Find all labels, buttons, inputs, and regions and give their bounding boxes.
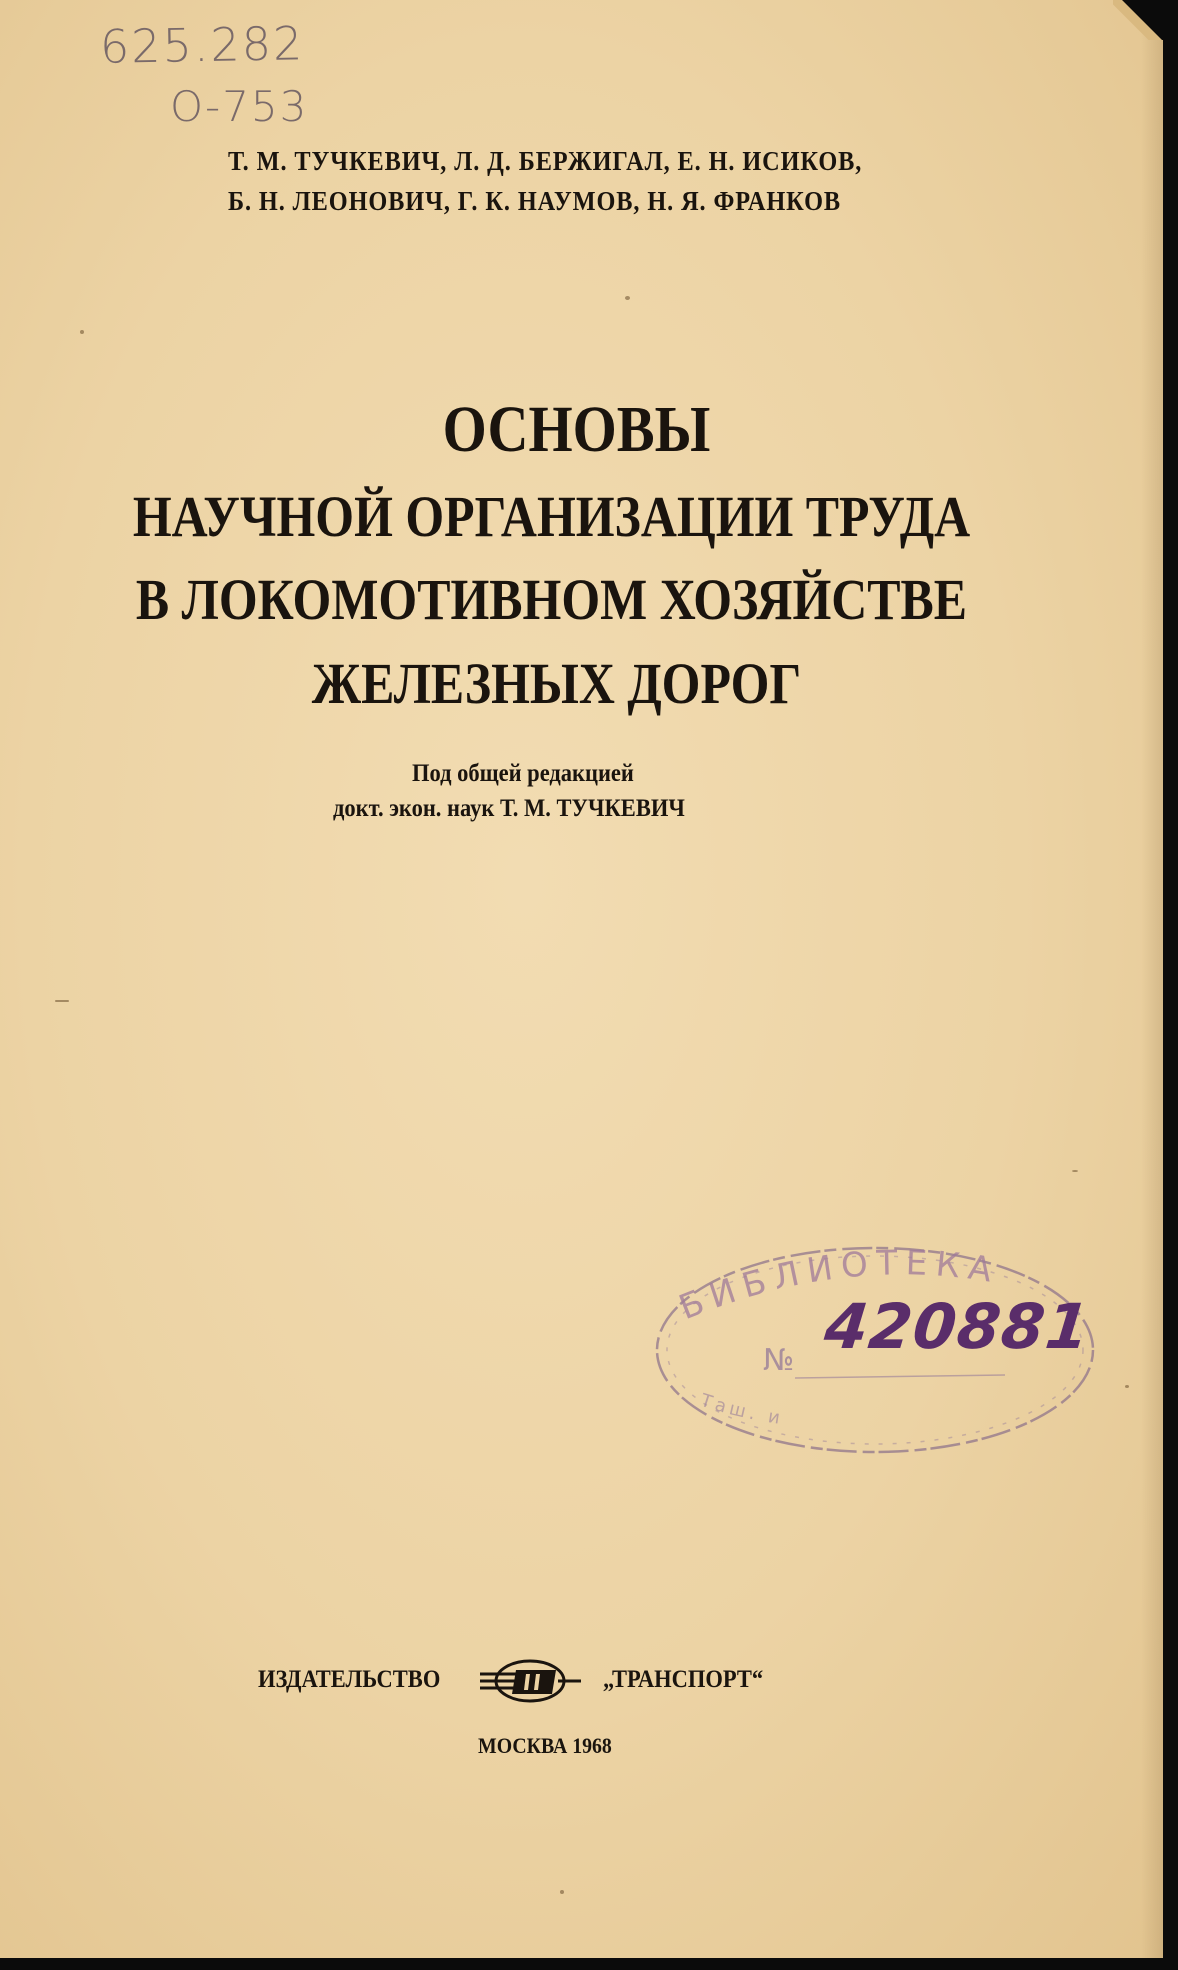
- paper-speck: [560, 1890, 564, 1894]
- call-number-line-1: 625.282: [99, 16, 305, 74]
- editor-line-1: Под общей редакцией: [412, 760, 634, 787]
- transport-publisher-logo-icon: [478, 1656, 583, 1706]
- paper-speck: [80, 330, 84, 334]
- book-title-line-4: ЖЕЛЕЗНЫХ ДОРОГ: [311, 651, 802, 716]
- page-corner-curl: [1113, 0, 1163, 40]
- call-number-line-2: О-753: [170, 82, 309, 131]
- book-title-line-1: ОСНОВЫ: [442, 393, 711, 466]
- stamp-location: Таш. и: [697, 1389, 786, 1430]
- publisher-row: [258, 1656, 818, 1706]
- authors-line-1: Т. М. ТУЧКЕВИЧ, Л. Д. БЕРЖИГАЛ, Е. Н. ИСИКОВ,: [228, 146, 863, 176]
- paper-speck: [55, 1000, 69, 1002]
- stamp-handwritten-number: 420881: [821, 1290, 1094, 1363]
- library-stamp: [645, 1230, 1105, 1470]
- stamp-number-prefix: №: [763, 1343, 795, 1378]
- publisher-label: ИЗДАТЕЛЬСТВО: [258, 1666, 441, 1693]
- page-edge-shadow: [1141, 0, 1163, 1958]
- stamp-library-label: БИБЛИОТЕКА: [673, 1243, 1003, 1329]
- editor-line-2: докт. экон. наук Т. М. ТУЧКЕВИЧ: [333, 795, 685, 822]
- paper-speck: [1072, 1170, 1078, 1172]
- paper-speck: [1125, 1385, 1129, 1388]
- authors-line-2: Б. Н. ЛЕОНОВИЧ, Г. К. НАУМОВ, Н. Я. ФРАНКОВ: [228, 186, 841, 216]
- paper-speck: [625, 296, 630, 300]
- book-title-line-3: В ЛОКОМОТИВНОМ ХОЗЯЙСТВЕ: [135, 567, 968, 632]
- publisher-name: „ТРАНСПОРТ“: [603, 1666, 764, 1693]
- book-title-line-2: НАУЧНОЙ ОРГАНИЗАЦИИ ТРУДА: [132, 484, 971, 549]
- imprint-city-year: МОСКВА 1968: [478, 1733, 612, 1758]
